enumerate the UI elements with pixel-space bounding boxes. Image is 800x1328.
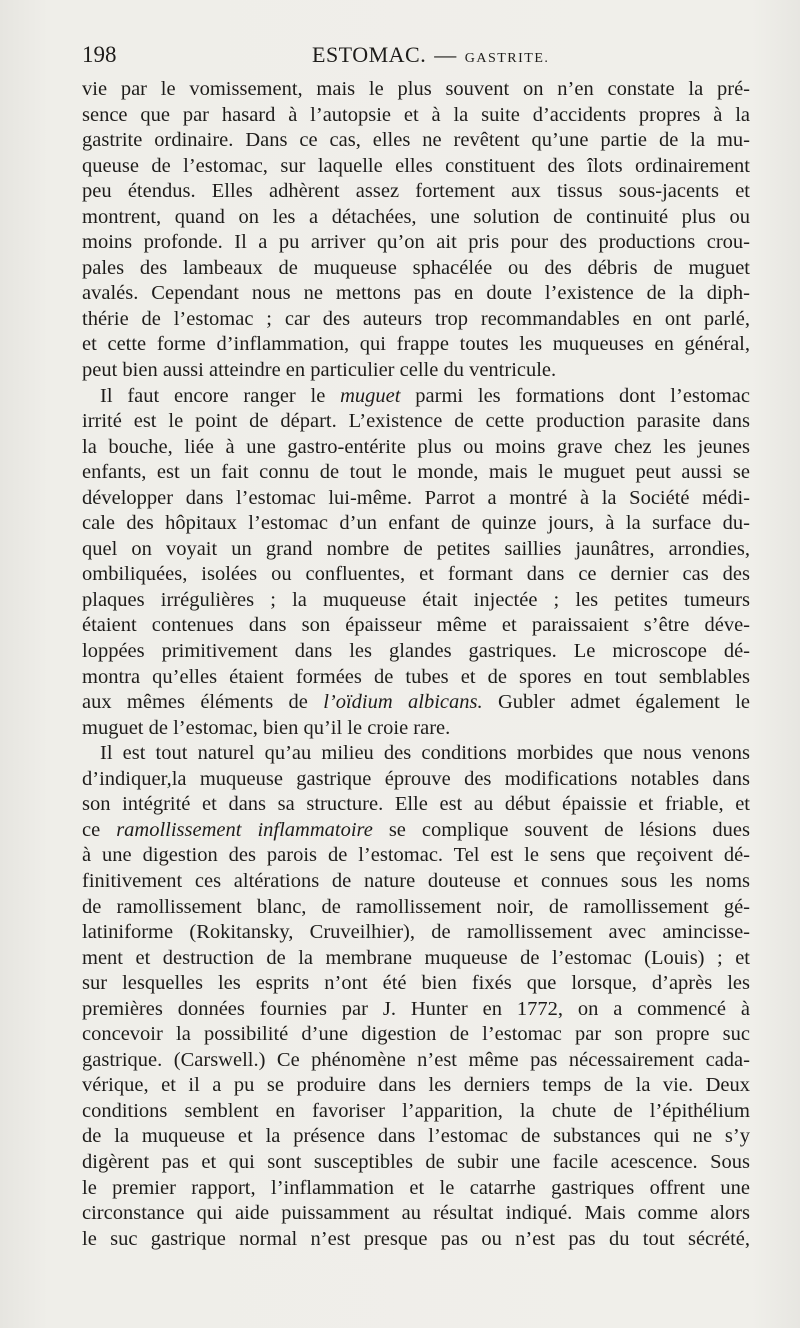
text-run: plaques irrégulières ; la muqueuse était injectée ; les petites tumeurs	[82, 588, 750, 611]
text-line	[82, 869, 750, 895]
text-line	[82, 1073, 750, 1099]
text-run: le suc gastrique normal n’est presque pas ou n’est pas du tout sécrété,	[82, 1227, 750, 1250]
text-line	[82, 895, 750, 921]
text-run: ce	[82, 818, 117, 841]
text-line	[82, 460, 750, 486]
running-header	[82, 42, 750, 72]
text-run: développer dans l’estomac lui-même. Parrot a montré à la Société médi-	[82, 486, 750, 509]
text-line	[82, 1150, 750, 1176]
text-line	[82, 486, 750, 512]
text-run: étaient contenues dans son épaisseur même et paraissaient s’être déve-	[82, 614, 750, 637]
body-text	[82, 77, 750, 1252]
text-run: gastrite ordinaire. Dans ce cas, elles ne revêtent qu’une partie de la mu-	[82, 129, 750, 152]
text-line	[82, 332, 750, 358]
text-run: latiniforme (Rokitansky, Cruveilhier), de ramollissement avec amincisse-	[82, 921, 750, 944]
text-line	[82, 409, 750, 435]
text-run: muguet de l’estomac, bien qu’il le croie rare.	[82, 716, 451, 739]
section-title: GASTRITE.	[464, 51, 550, 66]
text-run: à une digestion des parois de l’estomac. Tel est le sens que reçoivent dé-	[82, 844, 750, 867]
text-run: concevoir la possibilité d’une digestion de l’estomac par son propre suc	[82, 1023, 750, 1046]
text-line	[82, 1048, 750, 1074]
text-line	[82, 767, 750, 793]
text-run: Il faut encore ranger le	[100, 384, 341, 407]
text-line	[82, 716, 750, 742]
text-run: parmi les formations dont l’estomac	[400, 384, 750, 407]
text-line	[82, 205, 750, 231]
text-line	[82, 384, 750, 410]
text-run: thérie de l’estomac ; car des auteurs trop recommandables en ont parlé,	[82, 307, 750, 330]
chapter-title: ESTOMAC.	[312, 42, 427, 67]
text-line	[82, 435, 750, 461]
text-line	[82, 818, 750, 844]
text-run: son intégrité et dans sa structure. Elle est au début épaissie et friable, et	[82, 793, 750, 816]
text-run: la bouche, liée à une gastro-entérite plus ou moins grave chez les jeunes	[82, 435, 750, 458]
text-line	[82, 588, 750, 614]
text-run: et cette forme d’inflammation, qui frappe toutes les muqueuses en général,	[82, 333, 750, 356]
text-line	[82, 562, 750, 588]
text-run: de la muqueuse et la présence dans l’estomac de substances qui ne s’y	[82, 1125, 750, 1148]
text-line	[82, 1099, 750, 1125]
italic-text: muguet	[340, 384, 401, 407]
text-line	[82, 281, 750, 307]
text-run: pales des lambeaux de muqueuse sphacélée ou des débris de muguet	[82, 256, 750, 279]
text-run: circonstance qui aide puissamment au résultat indiqué. Mais comme alors	[82, 1202, 750, 1225]
text-run: d’indiquer,la muqueuse gastrique éprouve des modifications notables dans	[82, 767, 750, 790]
text-run: montra qu’elles étaient formées de tubes et de spores en tout semblables	[82, 665, 750, 688]
text-line	[82, 230, 750, 256]
text-line	[82, 179, 750, 205]
text-run: aux mêmes éléments de	[82, 691, 324, 714]
text-run: peu étendus. Elles adhèrent assez fortement aux tissus sous-jacents et	[82, 180, 750, 203]
text-run: sence que par hasard à l’autopsie et à la suite d’accidents propres à la	[82, 103, 750, 126]
text-run: cale des hôpitaux l’estomac d’un enfant de quinze jours, à la surface du-	[82, 512, 750, 535]
text-line	[82, 741, 750, 767]
text-run: finitivement ces altérations de nature douteuse et connues sous les noms	[82, 869, 750, 892]
text-run: avalés. Cependant nous ne mettons pas en doute l’existence de la diph-	[82, 282, 750, 305]
text-run: irrité est le point de départ. L’existence de cette production parasite dans	[82, 410, 750, 433]
text-line	[82, 639, 750, 665]
text-line	[82, 946, 750, 972]
text-line	[82, 256, 750, 282]
text-line	[82, 128, 750, 154]
text-line	[82, 665, 750, 691]
text-line	[82, 358, 750, 384]
text-line	[82, 1124, 750, 1150]
text-run: ombiliquées, isolées ou confluentes, et formant dans ce dernier cas des	[82, 563, 750, 586]
running-title	[312, 42, 549, 68]
text-run: sur lesquelles les esprits n’ont été bien fixés que lorsque, d’après les	[82, 972, 750, 995]
text-line	[82, 1022, 750, 1048]
text-line	[82, 613, 750, 639]
text-run: Il est tout naturel qu’au milieu des conditions morbides que nous venons	[100, 742, 750, 765]
text-line	[82, 1201, 750, 1227]
italic-text: ramollissement inflammatoire	[116, 818, 373, 841]
text-line	[82, 1227, 750, 1253]
text-line	[82, 511, 750, 537]
text-run: vérique, et il a pu se produire dans les derniers temps de la vie. Deux	[82, 1074, 750, 1097]
text-run: queuse de l’estomac, sur laquelle elles constituent des îlots ordinairement	[82, 154, 750, 177]
text-run: premières données fournies par J. Hunter en 1772, on a commencé à	[82, 997, 750, 1020]
text-line	[82, 843, 750, 869]
text-line	[82, 920, 750, 946]
page-number: 198	[82, 42, 117, 67]
text-line	[82, 997, 750, 1023]
text-run: peut bien aussi atteindre en particulier celle du ventricule.	[82, 359, 557, 382]
text-run: Gubler admet également le	[482, 691, 750, 714]
text-run: le premier rapport, l’inflammation et le catarrhe gastriques offrent une	[82, 1176, 750, 1199]
text-run: montrent, quand on les a détachées, une solution de continuité plus ou	[82, 205, 750, 228]
italic-text: l’oïdium albicans.	[323, 691, 483, 714]
text-run: vie par le vomissement, mais le plus souvent on n’en constate la pré-	[82, 78, 750, 100]
text-run: conditions semblent en favoriser l’apparition, la chute de l’épithélium	[82, 1099, 750, 1122]
text-run: ment et destruction de la membrane muqueuse de l’estomac (Louis) ; et	[82, 946, 750, 969]
text-line	[82, 690, 750, 716]
text-run: se complique souvent de lésions dues	[372, 818, 750, 841]
text-run: loppées primitivement dans les glandes gastriques. Le microscope dé-	[82, 640, 750, 663]
text-run: gastrique. (Carswell.) Ce phénomène n’est même pas nécessairement cada-	[82, 1048, 750, 1071]
text-line	[82, 792, 750, 818]
text-line	[82, 1176, 750, 1202]
text-run: moins profonde. Il a pu arriver qu’on ait pris pour des productions crou-	[82, 231, 750, 254]
text-run: enfants, est un fait connu de tout le monde, mais le muguet peut aussi se	[82, 461, 750, 484]
text-line	[82, 103, 750, 129]
text-run: digèrent pas et qui sont susceptibles de subir une facile acescence. Sous	[82, 1150, 750, 1173]
title-separator: —	[434, 42, 457, 67]
text-run: quel on voyait un grand nombre de petites saillies jaunâtres, arrondies,	[82, 537, 750, 560]
text-line	[82, 971, 750, 997]
text-line	[82, 307, 750, 333]
text-line	[82, 77, 750, 103]
text-line	[82, 537, 750, 563]
text-run: de ramollissement blanc, de ramollissement noir, de ramollissement gé-	[82, 895, 750, 918]
text-line	[82, 154, 750, 180]
